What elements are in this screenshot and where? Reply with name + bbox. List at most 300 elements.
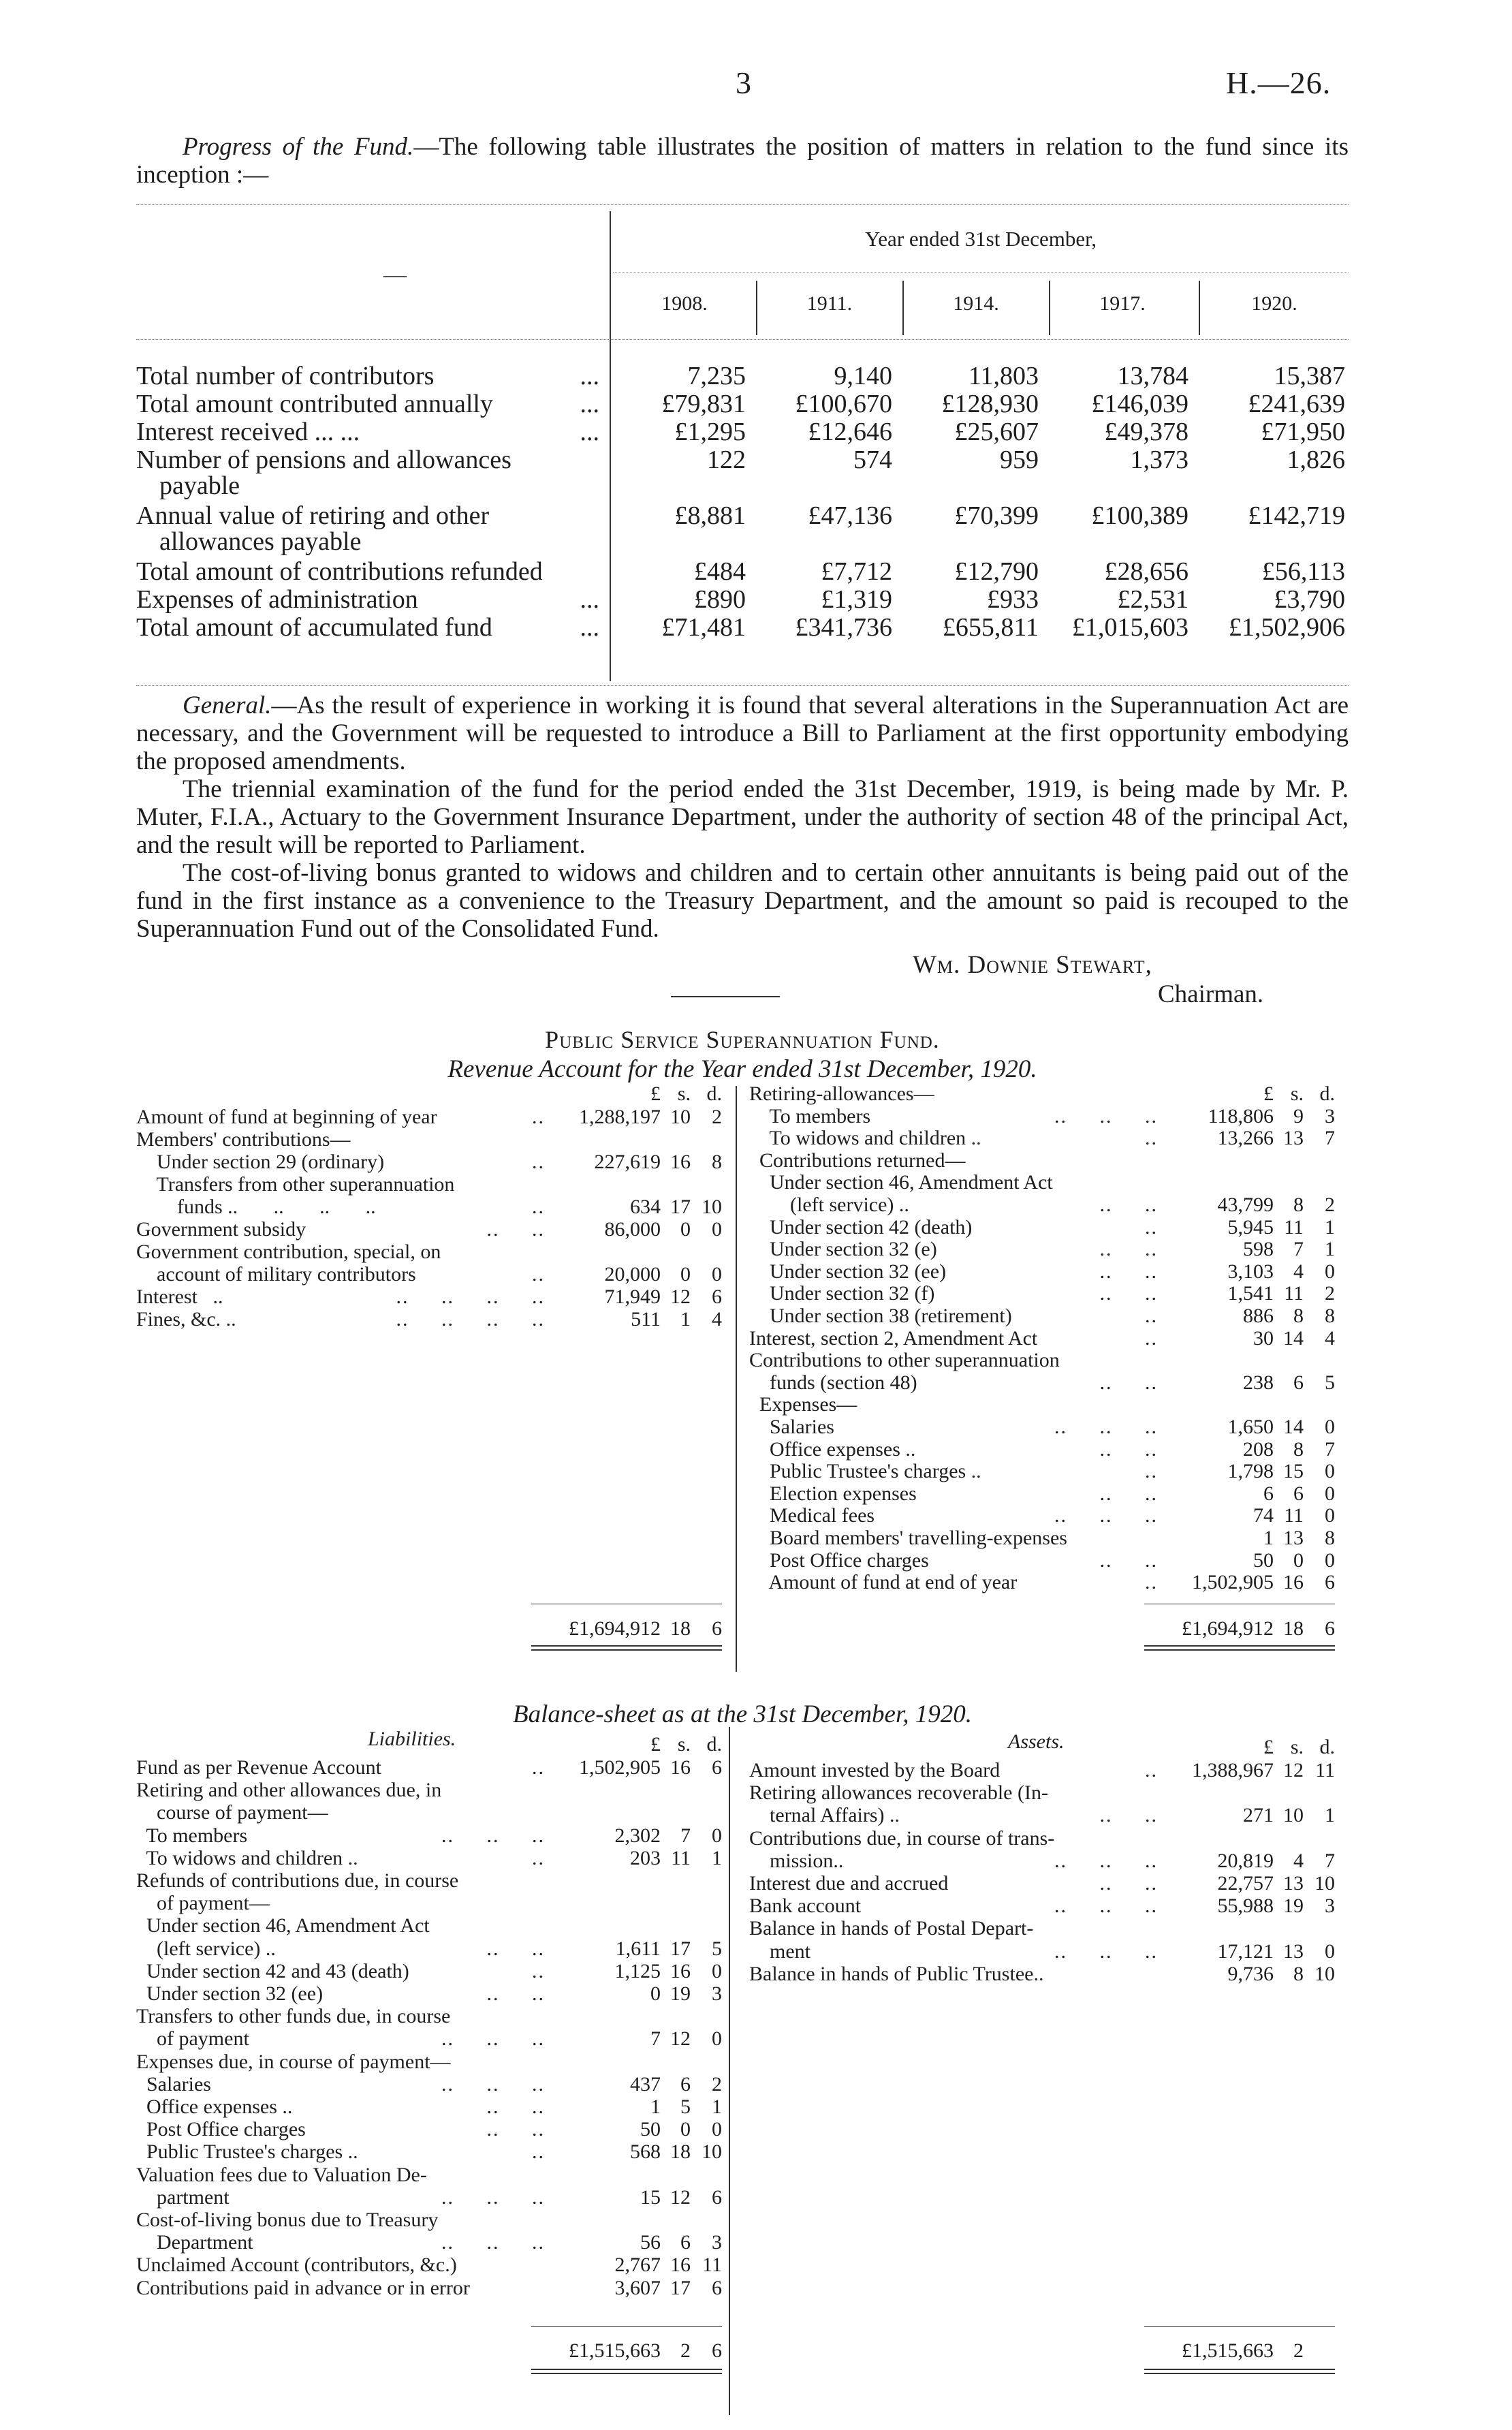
account-row-pence: 1 [712,2096,722,2118]
account-row [136,2187,722,2209]
account-row-pence: 1 [712,1846,722,1869]
account-row-leader: .. [1145,1326,1158,1350]
account-row-pence: 2 [712,1106,722,1128]
account-row-leader: .. .. .. [1054,1504,1158,1527]
progress-cell-1911: 9,140 [834,362,892,390]
progress-cell-1911: £47,136 [808,501,892,530]
progress-cell-1908: £8,881 [674,501,746,530]
account-row-pence: 10 [1314,1872,1335,1895]
total-d: 6 [712,2339,722,2362]
account-row-pounds: 20,000 [604,1263,661,1286]
account-row-pence: 2 [712,2072,722,2096]
account-row [749,1760,1335,1781]
account-row-label: Under section 32 (e) [749,1238,937,1261]
account-row-shillings: 16 [670,1959,691,1982]
account-row-shillings: 13 [1283,1527,1304,1549]
account-row-shillings: 13 [1283,1940,1304,1963]
account-row-label: Under section 32 (f) [749,1282,935,1305]
total-pound: £1,694,912 [1182,1617,1274,1640]
account-row [136,2028,722,2050]
progress-cell-1914: 11,803 [968,362,1039,390]
bal-left-pound-head: £ [650,1733,661,1756]
document-reference: H.—26. [1226,65,1332,100]
account-row-pounds: 0 [650,1982,661,2005]
account-row-pence: 3 [1325,1895,1335,1918]
progress-cell-1920: £71,950 [1261,418,1345,446]
account-row [749,1283,1335,1305]
progress-cell-1908: £79,831 [661,390,746,418]
progress-cell-1914: 959 [1000,446,1039,474]
progress-cell-1917: £1,015,603 [1072,613,1188,642]
account-row-label: Board members' travelling-expenses [749,1527,1067,1549]
account-row-leader: .. .. .. [1054,1849,1158,1872]
account-row-pounds: 50 [640,2118,661,2141]
account-row-leader: .. .. .. [1054,1940,1158,1963]
account-row [136,1802,722,1824]
account-row-pounds: 74 [1253,1504,1274,1527]
progress-row [136,558,1349,585]
account-row-label: Public Trustee's charges .. [136,2140,358,2164]
account-row [749,1782,1335,1804]
account-row-pounds: 20,819 [1217,1849,1274,1872]
account-row-pence: 10 [702,1196,722,1218]
account-row-leader: .. .. [1099,1238,1158,1261]
account-row [749,1394,1335,1416]
account-row-leader: .. [1145,1127,1158,1150]
rev-right-pound-head: £ [1263,1082,1274,1105]
account-row-label: Amount invested by the Board [749,1759,1001,1781]
account-row-pence: 2 [1325,1194,1335,1216]
signature-name: Wm. Downie Stewart, [913,951,1152,979]
account-row-label: Valuation fees due to Valuation De- [136,2163,427,2186]
account-row-label: Under section 38 (retirement) [749,1305,1012,1327]
account-row-shillings: 12 [670,1286,691,1308]
account-row-leader: .. [1145,1571,1158,1594]
account-row [749,1918,1335,1940]
account-row-shillings: 11 [1284,1282,1304,1305]
total-d: 6 [712,1617,722,1640]
progress-cell-1920: £1,502,906 [1229,613,1345,642]
progress-cell-1917: £49,378 [1104,418,1188,446]
total-s: 18 [1283,1617,1304,1640]
account-row-label: Expenses due, in course of payment— [136,2050,451,2073]
account-row [136,2141,722,2163]
account-row [749,1850,1335,1872]
account-row-shillings: 10 [1283,1804,1304,1827]
account-row [136,2096,722,2118]
progress-row [136,586,1349,613]
account-row-shillings: 8 [1293,1194,1304,1216]
account-row-leader: .. [532,1263,545,1286]
account-row-leader: .. .. [486,2118,545,2141]
account-row [749,1439,1335,1461]
account-row [136,1961,722,1982]
account-row [749,1328,1335,1350]
account-row-pounds: 3,103 [1227,1260,1274,1283]
account-row-pence: 11 [1315,1759,1335,1781]
account-row-label: funds .. .. .. .. [136,1196,376,1218]
progress-row-leader: ... [580,613,599,642]
account-row-label: partment [136,2185,230,2209]
account-row-pounds: 13,266 [1217,1127,1274,1150]
progress-cell-1908: £1,295 [674,418,746,446]
progress-cell-1908: 7,235 [687,362,746,390]
progress-row-leader: ... [580,390,599,418]
account-row-leader: .. [1145,1305,1158,1327]
account-row [749,1194,1335,1216]
progress-cell-1911: £7,712 [821,557,892,586]
account-row-leader: .. .. [1099,1371,1158,1394]
account-row-pounds: 3,607 [614,2276,661,2299]
progress-cell-1908: £71,481 [661,613,746,642]
account-row-pounds: 22,757 [1217,1872,1274,1895]
account-row [136,1106,722,1128]
account-row-pounds: 511 [631,1308,661,1330]
account-row [136,2074,722,2096]
account-row-label: Contributions returned— [749,1149,966,1172]
account-row-shillings: 8 [1293,1305,1304,1327]
year-heading: Year ended 31st December, [865,227,1097,251]
account-row-leader: .. .. .. [441,2027,545,2051]
account-row [749,1527,1335,1549]
account-row-pounds: 238 [1243,1371,1274,1394]
progress-cell-1917: £2,531 [1117,585,1188,614]
progress-cell-1920: £56,113 [1261,557,1345,586]
account-row-pounds: 2,302 [614,1824,661,1847]
account-row-shillings: 0 [680,1218,691,1241]
account-row-leader: .. .. [1099,1548,1158,1572]
account-row-pounds: 1,502,905 [1192,1571,1274,1594]
account-row-leader: .. .. .. [441,2231,545,2254]
account-row-pence: 0 [1325,1460,1335,1483]
progress-row-leader: ... [580,362,599,390]
account-row-leader: .. .. [1099,1804,1158,1827]
account-row-shillings: 6 [1293,1482,1304,1505]
account-row-pounds: 2,767 [614,2254,661,2277]
account-row-pounds: 55,988 [1217,1895,1274,1918]
account-row [136,1264,722,1286]
progress-row-leader: ... [580,418,599,446]
account-row-label: Post Office charges [749,1548,929,1572]
progress-row-label: Expenses of administration [136,586,418,613]
account-row-shillings: 8 [1293,1962,1304,1985]
year-1911: 1911. [806,292,853,315]
progress-intro-heading: Progress of the Fund. [183,133,414,161]
progress-row-label-continued: allowances payable [159,528,362,555]
account-row [136,1241,722,1263]
account-row-pence: 0 [1325,1416,1335,1438]
account-row-shillings: 19 [1283,1895,1304,1918]
account-row-label: Transfers to other funds due, in course [136,2005,451,2028]
account-row-pounds: 50 [1253,1548,1274,1572]
account-row-pence: 5 [1325,1371,1335,1394]
account-row-leader: .. .. [486,1937,545,1960]
account-row-label: Retiring allowances recoverable (In- [749,1781,1048,1805]
account-row-pounds: 6 [1263,1482,1274,1505]
account-row-leader: .. .. [486,2096,545,2118]
account-row-shillings: 10 [670,1106,691,1128]
progress-cell-1911: £341,736 [795,613,892,642]
account-row-label: Contributions paid in advance or in error [136,2276,470,2299]
account-row-label: account of military contributors [136,1263,416,1286]
account-row [749,1150,1335,1172]
account-row-pounds: 9,736 [1227,1962,1274,1985]
account-row-pounds: 568 [630,2140,661,2164]
account-row-pence: 0 [1325,1940,1335,1963]
account-row-leader: .. [1145,1759,1158,1781]
bal-right-s-head: s. [1290,1736,1304,1758]
account-row [136,1196,722,1218]
account-row-label: Election expenses [749,1482,917,1505]
account-row-pounds: 118,806 [1208,1104,1274,1127]
progress-cell-1908: 122 [707,446,746,474]
progress-row-label: Interest received ... ... [136,418,360,446]
progress-cell-1917: 1,373 [1130,446,1188,474]
year-1920: 1920. [1251,292,1297,315]
progress-cell-1920: £3,790 [1274,585,1345,614]
account-row-leader: .. .. [1099,1282,1158,1305]
account-row-pence: 0 [1325,1548,1335,1572]
revenue-right-total [749,1618,1335,1640]
account-row-pounds: 71,949 [604,1286,661,1308]
account-row-label: (left service) .. [749,1194,909,1216]
account-row-leader: .. .. [1099,1260,1158,1283]
account-row [136,1870,722,1892]
account-row-leader: .. .. .. [441,1824,545,1847]
progress-row-label-continued: payable [159,472,240,499]
revenue-account [136,1083,1349,1683]
account-row-pounds: 437 [630,2072,661,2096]
progress-cell-1917: £146,039 [1091,390,1188,418]
account-row-shillings: 8 [1293,1437,1304,1461]
balance-subtitle: Balance-sheet as at the 31st December, 1920. [512,1700,973,1728]
account-row-label: Salaries [749,1416,834,1438]
account-row-leader: .. [532,1959,545,1982]
account-row [136,1219,722,1241]
account-row [749,1372,1335,1394]
progress-cell-1911: £1,319 [821,585,892,614]
account-row-pence: 0 [712,1263,722,1286]
account-row-label: To members [749,1104,871,1127]
account-row-label: Balance in hands of Public Trustee.. [749,1962,1044,1985]
account-row-pounds: 886 [1243,1305,1274,1327]
account-row-label: Interest due and accrued [749,1872,949,1895]
account-row-pence: 7 [1325,1127,1335,1150]
account-row-shillings: 6 [680,2231,691,2254]
account-row-leader: .. .. [486,1982,545,2005]
account-row [136,1151,722,1173]
account-row-pounds: 598 [1243,1238,1274,1261]
account-row-shillings: 12 [670,2185,691,2209]
progress-cell-1920: 15,387 [1274,362,1345,390]
account-row-pence: 8 [1325,1527,1335,1549]
progress-row-leader: ... [580,585,599,614]
progress-row [136,418,1349,446]
account-row-label: Under section 32 (ee) [136,1982,324,2005]
account-row-label: Under section 42 and 43 (death) [136,1959,409,1982]
account-row-pence: 0 [712,1959,722,1982]
progress-cell-1920: £142,719 [1248,501,1345,530]
account-row-shillings: 0 [680,2118,691,2141]
account-row-shillings: 4 [1293,1849,1304,1872]
blank-heading: — [383,262,407,287]
account-row-shillings: 7 [1293,1238,1304,1261]
account-row-shillings: 17 [670,1196,691,1218]
account-row-pounds: 1,541 [1227,1282,1274,1305]
account-row-label: Amount of fund at beginning of year [136,1106,437,1128]
account-row [749,1217,1335,1239]
account-row-label: Public Trustee's charges .. [749,1460,981,1483]
account-row-shillings: 17 [670,2276,691,2299]
account-row-pence: 6 [1325,1571,1335,1594]
account-row-pence: 0 [712,2027,722,2051]
account-row-pence: 3 [712,1982,722,2005]
account-row-pence: 1 [1325,1238,1335,1261]
account-row [136,2277,722,2299]
progress-cell-1911: £100,670 [795,390,892,418]
total-pound: £1,515,663 [1182,2339,1274,2362]
account-row [749,1106,1335,1127]
account-row-shillings: 16 [670,1756,691,1779]
total-pound: £1,694,912 [569,1617,661,1640]
account-row-leader: .. .. .. [441,2072,545,2096]
account-row-pence: 7 [1325,1849,1335,1872]
account-row-shillings: 1 [680,1308,691,1330]
account-row-shillings: 16 [1283,1571,1304,1594]
account-row-pence: 0 [1325,1260,1335,1283]
account-row-label: funds (section 48) [749,1371,917,1394]
progress-cell-1914: £128,930 [941,390,1039,418]
account-row [749,1873,1335,1895]
account-row [136,1286,722,1308]
progress-row-label: Total number of contributors [136,362,435,390]
year-1908: 1908. [661,292,708,315]
account-row-label: mission.. [749,1849,844,1872]
account-row-shillings: 15 [1283,1460,1304,1483]
account-row-label: Post Office charges [136,2118,306,2141]
account-row-label: Amount of fund at end of year [749,1571,1018,1594]
fund-title: Public Service Superannuation Fund. [545,1026,940,1053]
account-row-label: Fines, &c. .. [136,1308,236,1330]
rev-left-pound-head: £ [650,1082,661,1105]
account-row [136,1779,722,1801]
account-row [136,2232,722,2254]
account-row [749,1805,1335,1826]
account-row [136,1174,722,1196]
progress-row [136,502,1349,557]
account-row-label: Balance in hands of Postal Depart- [749,1917,1034,1940]
account-row-label: Interest .. [136,1286,223,1308]
account-row-pence: 4 [1325,1326,1335,1350]
rev-right-s-head: s. [1290,1082,1304,1105]
account-row-shillings: 18 [670,2140,691,2164]
account-row-shillings: 7 [680,1824,691,1847]
account-row [749,1550,1335,1572]
account-row-label: To widows and children .. [136,1846,358,1869]
account-row-label: ment [749,1940,810,1963]
account-row-shillings: 5 [680,2096,691,2118]
total-s: 18 [670,1617,691,1640]
year-1917: 1917. [1099,292,1146,315]
assets-heading: Assets. [1008,1730,1065,1753]
account-row [136,2051,722,2073]
account-row-pence: 10 [702,2140,722,2164]
progress-cell-1914: £655,811 [942,613,1039,642]
total-d: 6 [1325,1617,1335,1640]
account-row [136,1848,722,1869]
account-row-pence: 6 [712,2185,722,2209]
account-row-label: Salaries [136,2072,211,2096]
account-row-pence: 6 [712,2276,722,2299]
progress-cell-1908: £484 [694,557,746,586]
bal-left-s-head: s. [677,1733,691,1756]
account-row [136,2119,722,2140]
progress-row-label: Annual value of retiring and other [136,502,490,529]
progress-cell-1911: £12,646 [808,418,892,446]
account-row-leader: .. [532,1106,545,1128]
account-row [136,2254,722,2276]
rev-left-s-head: s. [677,1082,691,1105]
bal-right-d-head: d. [1319,1736,1335,1758]
revenue-left-total [136,1618,722,1640]
account-row-pence: 0 [712,2118,722,2141]
account-row [136,1915,722,1937]
account-row-label: ternal Affairs) .. [749,1804,900,1827]
account-row [749,1895,1335,1917]
account-row [136,1825,722,1847]
account-row-label: Interest, section 2, Amendment Act [749,1326,1038,1350]
account-row [136,1983,722,2005]
account-row [749,1127,1335,1149]
account-row-pence: 0 [1325,1504,1335,1527]
account-row [136,1757,722,1779]
account-row-pounds: 1,798 [1227,1460,1274,1483]
account-row-pence: 6 [712,1286,722,1308]
account-row-label: To members [136,1824,248,1847]
account-row-label: Department [136,2231,253,2254]
general-paragraph-3: The cost-of-living bonus granted to widows and children and to certain other annuitants is being paid out of the fund in the first instance as a convenience to the Treasury Department, and the amount so paid is recouped to the Superannuation Fund out of the Consolidated Fund. [136,859,1349,943]
account-row-pounds: 86,000 [604,1218,661,1241]
account-row-label: Office expenses .. [136,2096,293,2118]
general-heading: General. [183,691,272,719]
account-row-shillings: 4 [1293,1260,1304,1283]
progress-row-label: Total amount contributed annually [136,390,493,418]
account-row-shillings: 0 [680,1263,691,1286]
account-row-shillings: 12 [1283,1759,1304,1781]
progress-row [136,362,1349,390]
account-row-leader: .. .. .. [1054,1104,1158,1127]
account-row [749,1461,1335,1482]
account-row [749,1505,1335,1527]
account-row-shillings: 14 [1283,1416,1304,1438]
account-row-pounds: 1,288,197 [579,1106,661,1128]
account-row-pence: 1 [1325,1215,1335,1239]
general-paragraph-1-text: —As the result of experience in working it is found that several alterations in the Superannuation Act are necessary, and the Government will be requested to introduce a Bill to Parliament at the first opportunity embodying the proposed amendments. [136,691,1349,775]
account-row-shillings: 0 [1293,1548,1304,1572]
account-row-label: Under section 46, Amendment Act [749,1171,1053,1194]
account-row-shillings: 11 [1284,1215,1304,1239]
account-row-pence: 10 [1314,1962,1335,1985]
account-row-shillings: 17 [670,1937,691,1960]
account-row-shillings: 16 [670,1151,691,1173]
account-row-leader: .. .. .. [1054,1895,1158,1918]
progress-row [136,614,1349,641]
account-row-leader: .. [532,2140,545,2164]
account-row [136,2006,722,2027]
account-row [749,1083,1335,1105]
progress-cell-1914: £25,607 [954,418,1039,446]
account-row-leader: .. .. .. .. [396,1286,545,1308]
